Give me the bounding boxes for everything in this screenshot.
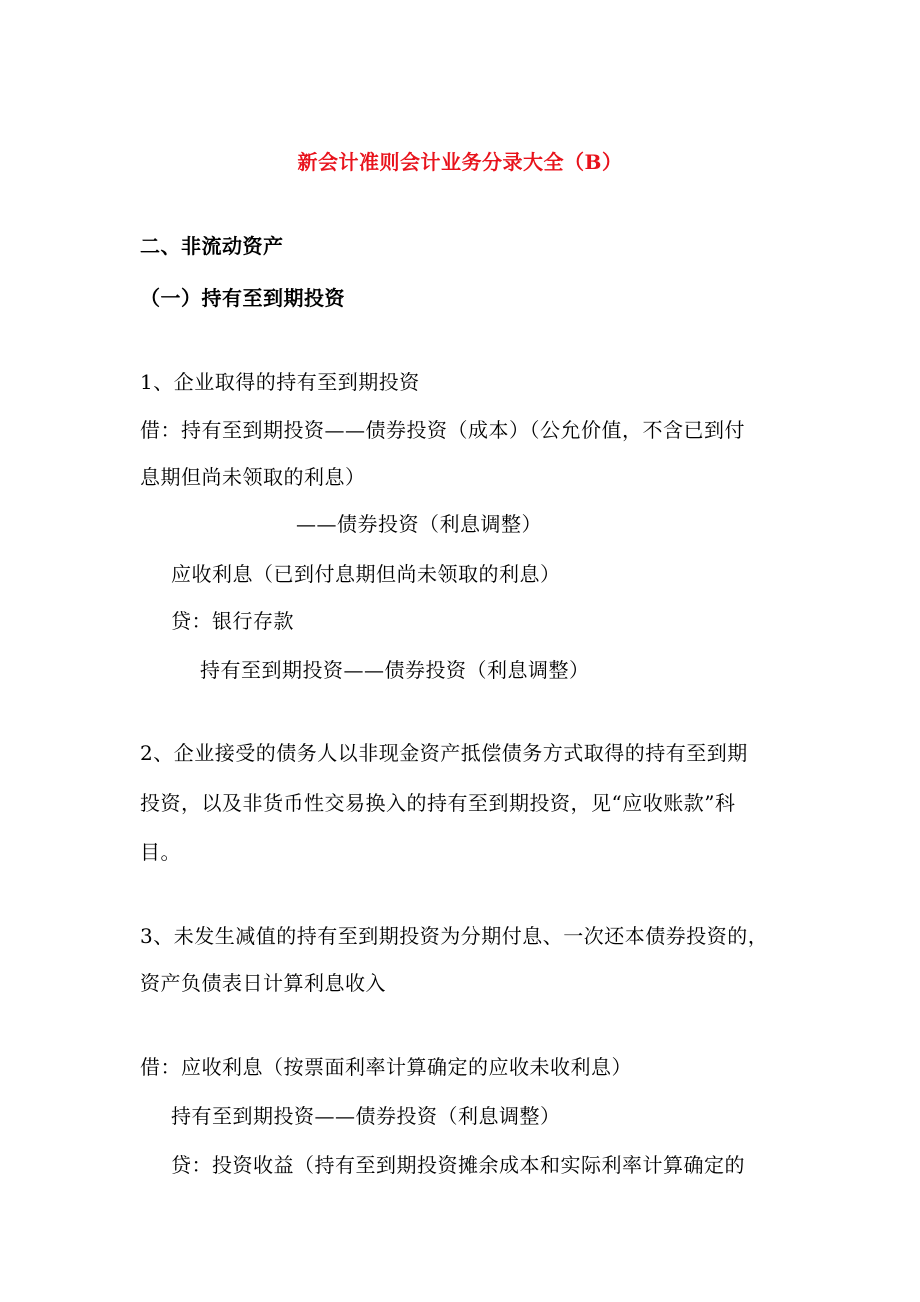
paragraph-line: 资产负债表日计算利息收入: [140, 971, 386, 995]
paragraph-line: 投资，以及非货币性交易换入的持有至到期投资，见“应收账款”科: [140, 791, 736, 815]
entry-line: 持有至到期投资——债券投资（利息调整）: [171, 1104, 561, 1128]
section-heading: 二、非流动资产: [140, 234, 284, 258]
document-title: 新会计准则会计业务分录大全（B）: [297, 150, 623, 174]
entry-line: ——债券投资（利息调整）: [296, 512, 542, 536]
item-1-heading: 1、企业取得的持有至到期投资: [140, 370, 420, 394]
entry-line: 贷：投资收益（持有至到期投资摊余成本和实际利率计算确定的: [171, 1153, 745, 1177]
paragraph-line: 3、未发生减值的持有至到期投资为分期付息、一次还本债券投资的，: [140, 924, 769, 948]
entry-line: 应收利息（已到付息期但尚未领取的利息）: [171, 562, 561, 586]
entry-line: 借：应收利息（按票面利率计算确定的应收未收利息）: [140, 1055, 632, 1079]
subsection-heading: （一）持有至到期投资: [140, 286, 345, 310]
entry-line: 借：持有至到期投资——债券投资（成本）（公允价值，不含已到付: [140, 418, 745, 442]
entry-line: 持有至到期投资——债券投资（利息调整）: [200, 658, 590, 682]
entry-line: 息期但尚未领取的利息）: [140, 465, 366, 489]
paragraph-line: 2、企业接受的债务人以非现金资产抵偿债务方式取得的持有至到期: [140, 741, 748, 765]
paragraph-line: 目。: [140, 840, 181, 864]
entry-line: 贷：银行存款: [171, 609, 294, 633]
